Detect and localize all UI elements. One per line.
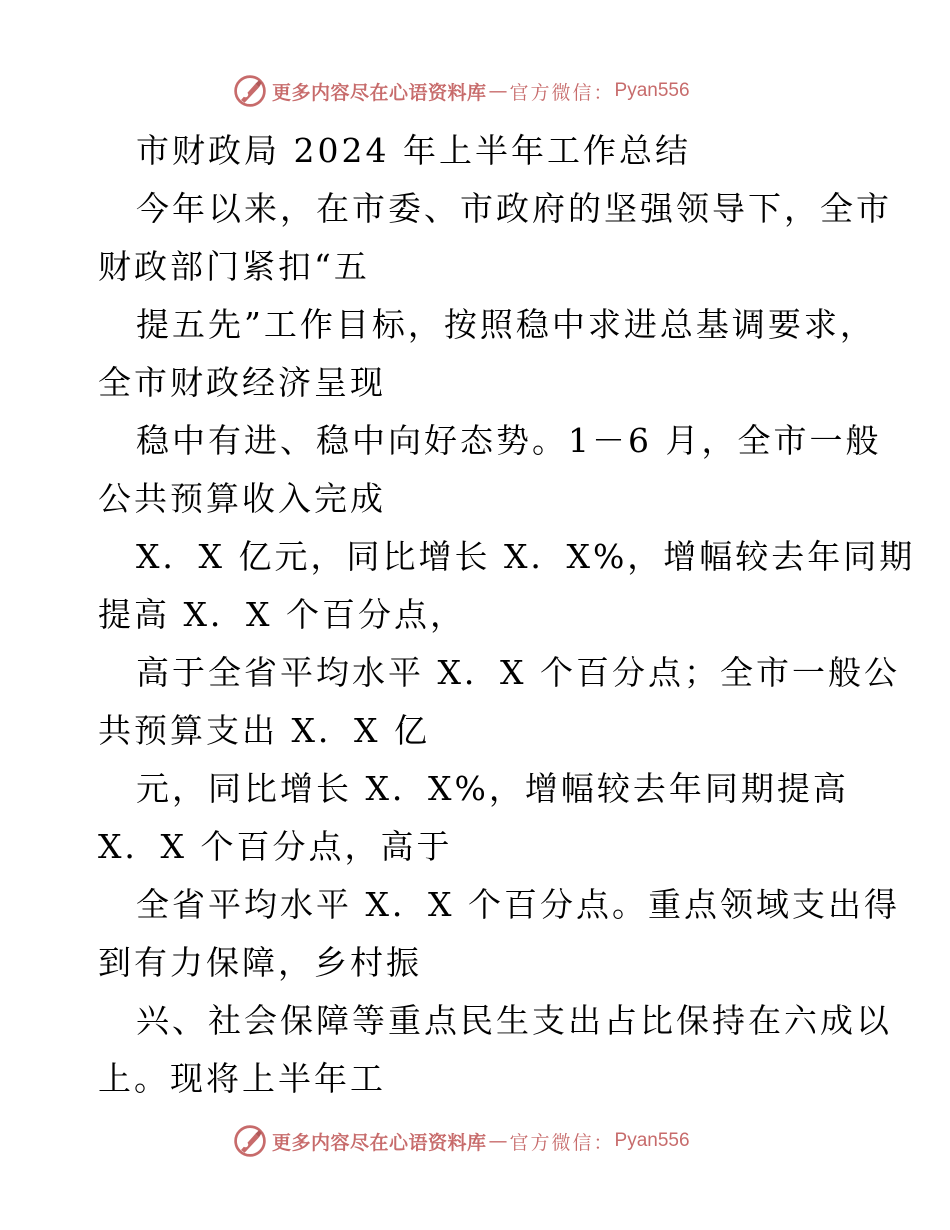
watermark-brand-text: 更多内容尽在心语资料库 xyxy=(272,81,487,104)
text-line: 到有力保障，乡村振 xyxy=(98,943,422,982)
text-line: 全市财政经济呈现 xyxy=(98,363,386,402)
document-body xyxy=(98,122,916,1108)
text-line: X．X 个百分点，高于 xyxy=(98,827,453,866)
watermark-brand-text: 更多内容尽在心语资料库 xyxy=(272,1131,487,1154)
watermark-header xyxy=(232,71,690,111)
watermark-separator: — xyxy=(488,80,508,102)
pen-seal-logo-icon xyxy=(232,1123,268,1159)
text-line: 提五先”工作目标，按照稳中求进总基调要求， xyxy=(136,305,876,344)
watermark-wechat-id: Pyan556 xyxy=(614,1130,690,1151)
text-line: 提高 X．X 个百分点， xyxy=(98,595,466,634)
text-line: 公共预算收入完成 xyxy=(98,479,386,518)
watermark-official-label: 官方微信： xyxy=(509,1131,615,1154)
text-line: 市财政局 2024 年上半年工作总结 xyxy=(136,131,691,170)
pen-seal-logo-icon xyxy=(232,73,268,109)
text-line: 兴、社会保障等重点民生支出占比保持在六成以 xyxy=(136,1001,892,1040)
text-line: 全省平均水平 X．X 个百分点。重点领域支出得 xyxy=(136,885,900,924)
text-line: 稳中有进、稳中向好态势。1－6 月，全市一般 xyxy=(136,421,882,460)
text-line: 高于全省平均水平 X．X 个百分点；全市一般公 xyxy=(136,653,900,692)
text-line: 今年以来，在市委、市政府的坚强领导下，全市 xyxy=(136,189,892,228)
text-line: 上。现将上半年工 xyxy=(98,1059,386,1098)
watermark-official-label: 官方微信： xyxy=(509,81,615,104)
text-line: 元，同比增长 X．X%，增幅较去年同期提高 xyxy=(136,769,849,808)
watermark-separator: — xyxy=(488,1130,508,1152)
watermark-wechat-id: Pyan556 xyxy=(614,80,690,101)
text-line: 财政部门紧扣“五 xyxy=(98,247,370,286)
text-line: 共预算支出 X．X 亿 xyxy=(98,711,430,750)
text-line: X．X 亿元，同比增长 X．X%，增幅较去年同期 xyxy=(136,537,916,576)
watermark-footer xyxy=(232,1121,690,1161)
